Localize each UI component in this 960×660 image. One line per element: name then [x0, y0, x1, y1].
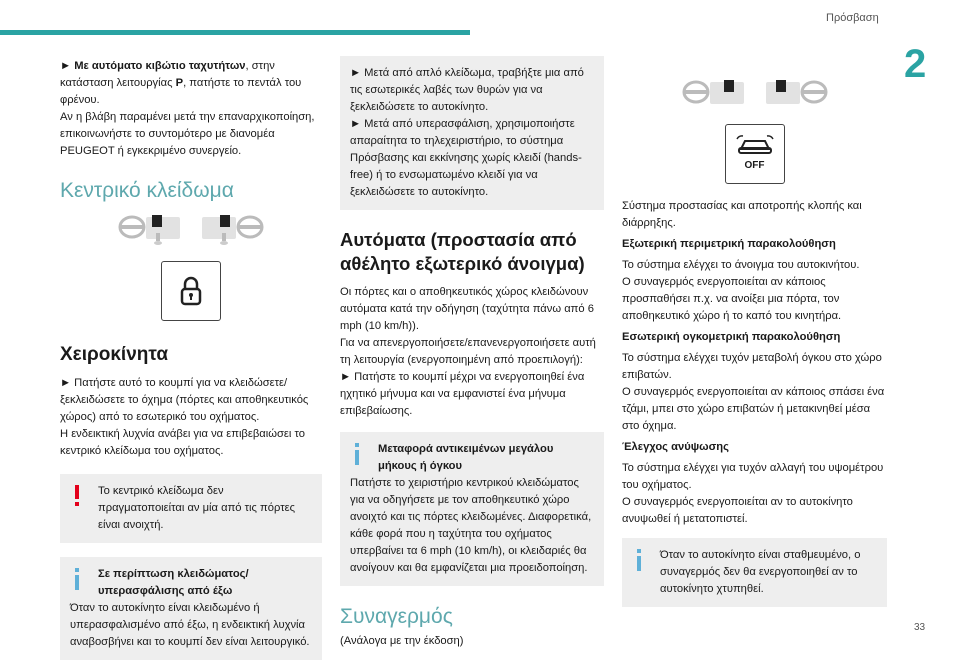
alarm-note: (Ανάλογα με την έκδοση) — [340, 635, 464, 647]
interior-paragraph-1: Το σύστημα ελέγχει τυχόν μεταβολή όγκου στο χώρο επιβατών. — [622, 352, 882, 381]
exterior-paragraph-2: Ο συναγερμός ενεργοποιείται αν κάποιος προσπαθήσει π.χ. να ανοίξει μια πόρτα, τον αποθηκευτικό χώρο ή το καπό του κινητήρα. — [622, 276, 842, 322]
info-icon — [352, 443, 366, 463]
box-paragraph-1: ► Μετά από απλό κλείδωμα, τραβήξτε μια από τις εσωτερικές λαβές των θυρών για να ξεκλειδώσετε το αυτοκίνητο. — [350, 67, 584, 113]
heading-automatic-locking: Αυτόματα (προστασία από αθέλητο εξωτερικό άνοιγμα) — [340, 229, 585, 274]
unlock-info-box — [340, 56, 604, 210]
heading-central-locking: Κεντρικό κλείδωμα — [60, 179, 234, 202]
steering-wheel-illustrations — [60, 213, 322, 247]
info-box-parked — [622, 538, 887, 607]
auto-paragraph-2: Για να απενεργοποιήσετε/επανενεργοποιήσετε αυτή τη λειτουργία (ενεργοποιημένη από προεπιλογή): — [340, 337, 596, 366]
heading-manual: Χειροκίνητα — [60, 344, 169, 365]
auto-paragraph-3: ► Πατήστε το κουμπί μέχρι να ενεργοποιηθεί ένα ηχητικό μήνυμα και να εμφανιστεί ένα μήνυμα επιβεβαίωσης. — [340, 371, 585, 417]
warning-box — [60, 474, 322, 543]
manual-paragraph-2: Η ενδεικτική λυχνία ανάβει για να επιβεβαιώσει το κεντρικό κλείδωμα του οχήματος. — [60, 428, 305, 457]
exterior-paragraph-1: Το σύστημα ελέγχει το άνοιγμα του αυτοκινήτου. — [622, 259, 860, 271]
interior-paragraph-2: Ο συναγερμός ενεργοποιείται αν κάποιος σπάσει ένα τζάμι, μπει στο χώρο επιβατών ή μετακινηθεί μέσα στο όχημα. — [622, 386, 885, 432]
warning-text: Το κεντρικό κλείδωμα δεν πραγματοποιείται αν μία από τις πόρτες είναι ανοιχτή. — [98, 485, 295, 531]
central-locking-button-illustration — [161, 261, 221, 321]
column-3 — [622, 58, 887, 607]
car-alarm-icon — [735, 135, 775, 155]
steering-wheel-left-icon — [680, 78, 748, 112]
info-text: Όταν το αυτοκίνητο είναι σταθμευμένο, ο συναγερμός δεν θα ενεργοποιηθεί αν το αυτοκίνητο χτυπηθεί. — [660, 549, 861, 595]
alarm-off-button-illustration — [725, 124, 785, 184]
intro-end: , πατήστε το πεντάλ του φρένου. — [60, 77, 302, 106]
intro-rest: , στην κατάσταση λειτουργίας — [60, 60, 275, 89]
intro-p: P — [175, 77, 184, 89]
off-label: OFF — [744, 159, 765, 171]
box-paragraph-2: ► Μετά από υπερασφάλιση, χρησιμοποιήστε απαραίτητα το τηλεχειριστήριο, το σύστημα Πρόσβασης και εκκίνησης χωρίς κλειδί (hands-free) ή το ενσωματωμένο κλειδί για να ξεκλειδώσετε το αυτοκίνητο. — [350, 118, 582, 198]
steering-wheel-right-icon — [198, 213, 266, 247]
info-icon — [72, 568, 86, 588]
tilt-paragraph-1: Το σύστημα ελέγχει για τυχόν αλλαγή του υψομέτρου του οχήματος. — [622, 462, 884, 491]
steering-wheel-illustrations-alarm — [622, 78, 887, 112]
info-title: Μεταφορά αντικειμένων μεγάλου μήκους ή όγκου — [378, 443, 554, 472]
heading-tilt: Έλεγχος ανύψωσης — [622, 441, 729, 453]
chapter-number: 2 — [904, 42, 927, 86]
page-number: 33 — [914, 622, 926, 633]
auto-paragraph-1: Οι πόρτες και ο αποθηκευτικός χώρος κλειδώνουν αυτόματα κατά την οδήγηση (ταχύτητα πάνω από 6 mph (10 km/h)). — [340, 286, 594, 332]
tilt-paragraph-2: Ο συναγερμός ενεργοποιείται αν το αυτοκίνητο ανυψωθεί ή μετατοπιστεί. — [622, 496, 853, 525]
info-text: Πατήστε το χειριστήριο κεντρικού κλειδώματος για να οδηγήσετε με τον αποθηκευτικό χώρο ανοιχτό και τις πόρτες κλειδωμένες. Διαφορετικά, κάθε φορά που η ταχύτητα του οχήματος υπερβαίνει τα 6 mph (10 km/h), οι κλειδαριές θα ανοίγουν και θα εμφανίζεται μια προειδοποίηση. — [350, 477, 592, 574]
info-title: Σε περίπτωση κλειδώματος/ υπερασφάλισης από έξω — [98, 568, 249, 597]
info-box-outside-locking — [60, 557, 322, 660]
warning-exclamation-icon — [72, 485, 86, 505]
column-1 — [60, 58, 322, 660]
column-2 — [340, 58, 604, 650]
intro-paragraph: ► Με αυτόματο κιβώτιο ταχυτήτων, στην κατάσταση λειτουργίας P, πατήστε το πεντάλ του φρένου. — [60, 60, 302, 106]
padlock-icon — [174, 274, 208, 308]
section-title: Πρόσβαση — [826, 12, 879, 24]
steering-wheel-left-icon — [116, 213, 184, 247]
alarm-intro: Σύστημα προστασίας και αποτροπής κλοπής και διάρρηξης. — [622, 200, 862, 229]
heading-interior: Εσωτερική ογκομετρική παρακολούθηση — [622, 331, 841, 343]
info-text: Όταν το αυτοκίνητο είναι κλειδωμένο ή υπερασφαλισμένο από έξω, η ενδεικτική λυχνία αναβοσβήνει και το κουμπί δεν είναι λειτουργικό. — [70, 602, 310, 648]
intro-paragraph-2: Αν η βλάβη παραμένει μετά την επαναρχικοποίηση, επικοινωνήστε το συντομότερο με διανομέα PEUGEOT ή εγκεκριμένο συνεργείο. — [60, 111, 315, 157]
steering-wheel-right-icon — [762, 78, 830, 112]
info-box-long-objects — [340, 432, 604, 586]
header-accent-bar — [0, 30, 470, 35]
info-icon — [634, 549, 648, 569]
heading-alarm: Συναγερμός — [340, 605, 453, 628]
heading-exterior: Εξωτερική περιμετρική παρακολούθηση — [622, 238, 836, 250]
intro-bold: Με αυτόματο κιβώτιο ταχυτήτων — [74, 60, 246, 72]
manual-paragraph-1: ► Πατήστε αυτό το κουμπί για να κλειδώσετε/ ξεκλειδώσετε το όχημα (πόρτες και αποθηκευτικός χώρος) από το εσωτερικό του οχήματος. — [60, 377, 309, 423]
